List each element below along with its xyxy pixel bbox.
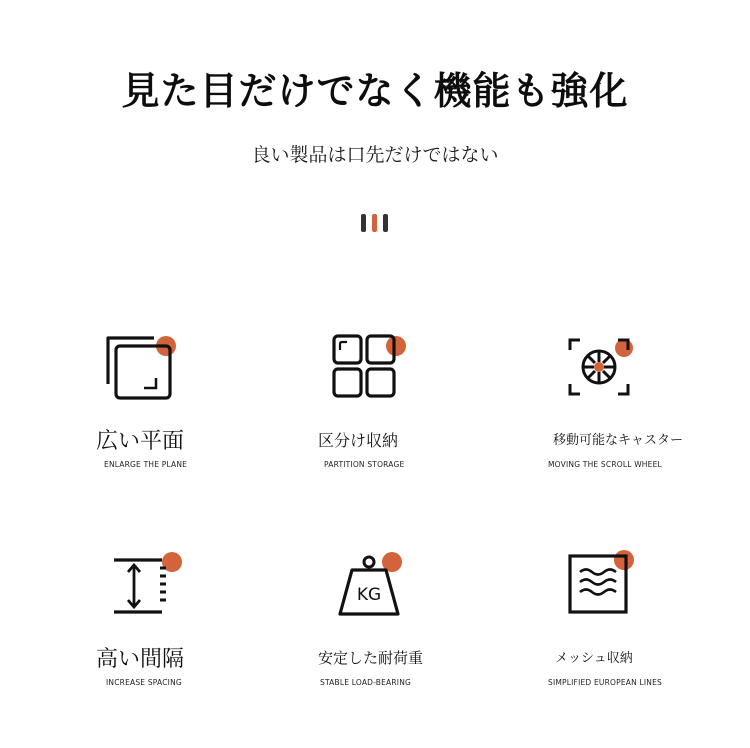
- decorative-divider: [361, 214, 391, 232]
- feature-subtitle: STABLE LOAD-BEARING: [320, 678, 412, 687]
- feature-subtitle: ENLARGE THE PLANE: [104, 460, 188, 469]
- feature-stable-load: [250, 550, 480, 700]
- feature-title: 移動可能なキャスター: [553, 433, 684, 448]
- feature-partition-storage: [250, 332, 480, 482]
- feature-title: 高い間隔: [96, 647, 185, 672]
- feature-increase-spacing: [20, 550, 250, 700]
- mesh-lines-icon: [564, 550, 644, 622]
- spacing-height-icon: [108, 550, 188, 622]
- feature-mesh-storage: [500, 550, 730, 700]
- feature-enlarge-plane: [20, 332, 250, 482]
- feature-subtitle: INCREASE SPACING: [106, 678, 182, 687]
- feature-subtitle: MOVING THE SCROLL WHEEL: [548, 460, 662, 469]
- feature-title: 広い平面: [96, 429, 185, 454]
- enlarge-plane-icon: [100, 332, 180, 404]
- feature-subtitle: PARTITION STORAGE: [324, 460, 405, 469]
- feature-title: 安定した耐荷重: [318, 649, 424, 667]
- weight-kg-icon: [334, 550, 414, 622]
- partition-grid-icon: [328, 332, 408, 404]
- page-headline: 見た目だけでなく機能も強化: [121, 69, 629, 113]
- caster-wheel-icon: [564, 332, 644, 404]
- feature-title: 区分け収納: [318, 431, 399, 450]
- feature-title: メッシュ収納: [555, 651, 633, 666]
- page-subheadline: 良い製品は口先だけではない: [251, 144, 499, 166]
- feature-caster-wheel: [500, 332, 730, 482]
- feature-subtitle: SIMPLIFIED EUROPEAN LINES: [548, 678, 663, 687]
- kg-label: KG: [356, 585, 382, 605]
